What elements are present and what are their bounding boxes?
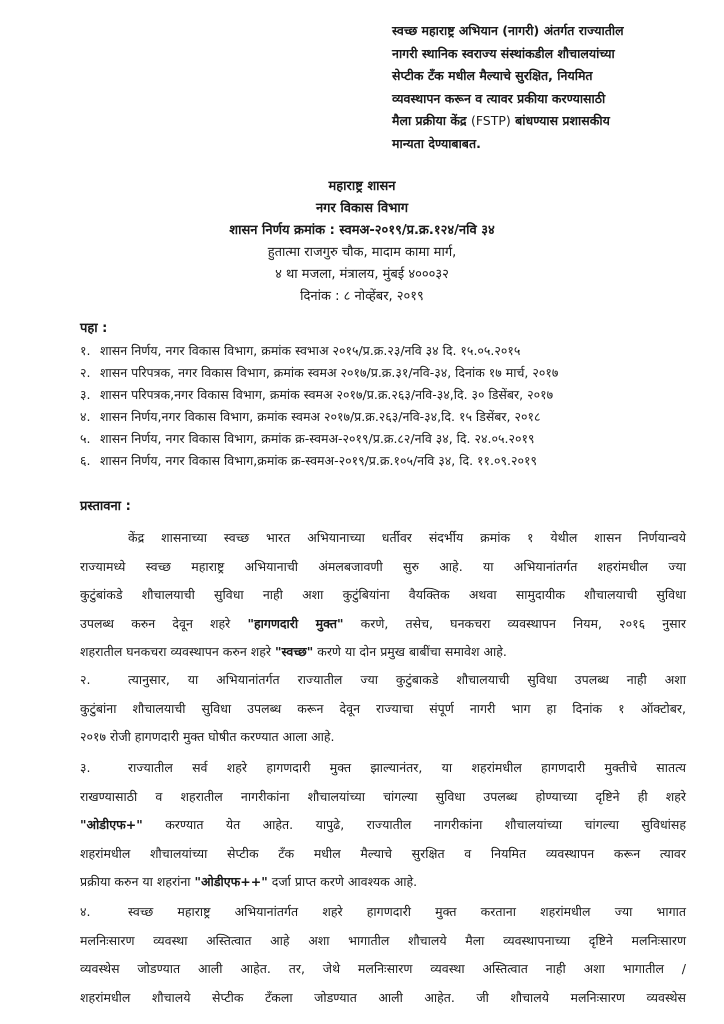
address-line: हुतात्मा राजगुरु चौक, मादाम कामा मार्ग, [267,245,457,260]
emphasis-text: "स्वच्छ" [275,644,314,659]
subject-line: मान्यता देण्याबाबत. [392,135,481,151]
paragraph-line: शहरांमधील शौचालयांच्या सेप्टीक टँक मधील मैल्याचे सुरक्षित व नियमित व्यवस्थापन करून त्यावर [80,845,686,861]
paragraph-line [80,666,686,695]
paragraph-line [80,638,686,667]
reference-item [80,450,700,472]
paragraph-3 [80,754,686,897]
reference-item [80,428,700,450]
paragraph-line: कुटुंबांकडे शौचालयाची सुविधा नाही अशा कुटुंबियांना वैयक्तिक अथवा सामुदायीक शौचालयाची सुविधा [80,587,686,602]
reference-text: शासन निर्णय, नगर विकास विभाग, क्रमांक स्वभाअ २०१५/प्र.क्र.२३/नवि ३४ दि. १५.०५.२०१५ [100,343,521,358]
subject-text: मैला प्रक्रीया केंद्र [392,113,467,128]
paragraph-number: ४. [80,904,91,919]
reference-text: शासन निर्णय, नगर विकास विभाग,क्रमांक क्र-स्वमअ-२०१९/प्र.क्र.१०५/नवि ३४, दि. ११.०९.२०१९ [100,453,537,468]
paragraph-line: मलनिःसारण व्यवस्था अस्तित्वात आहे अशा भागातील शौचालये मैला व्यवस्थापनाच्या दृष्टिने मलनिःसारण [80,932,686,948]
paragraph-line: व्यवस्थेस जोडण्यात आली आहेत. तर, जेथे मलनिःसारण व्यवस्था अस्तित्वात नाही अशा भागातील / [80,961,686,976]
reference-number: २. [80,365,91,380]
subject-line: सेप्टीक टँक मधील मैल्याचे सुरक्षित, नियमित [392,68,593,83]
reference-item [80,362,700,384]
paragraph-line [80,610,686,639]
paragraph-line [80,524,686,553]
emphasis-text: "ओडीएफ+" [80,817,143,832]
government-name: महाराष्ट्र शासन [328,179,396,194]
emphasis-text: "हागणदारी मुक्त" [247,615,344,631]
reference-number: ६. [80,453,91,468]
subject-block [392,20,702,155]
reference-text: शासन परिपत्रक, नगर विकास विभाग, क्रमांक स्वमअ २०१७/प्र.क्र.३१/नवि-३४, दिनांक १७ मार्च, २०१७ [100,365,559,380]
reference-item [80,406,700,428]
reference-number: ३. [80,387,91,402]
paragraph-text: करणे या दोन प्रमुख बाबींचा समावेश आहे. [317,644,507,659]
paragraph-text: दर्जा प्राप्त करणे आवश्यक आहे. [271,874,418,889]
paragraph-text: करणे, तसेच, घनकचरा व्यवस्थापन नियम, २०१६ नुसार [360,615,686,631]
reference-text: शासन निर्णय,नगर विकास विभाग, क्रमांक स्वमअ २०१७/प्र.क्र.२६३/नवि-३४,दि. १५ डिसेंबर, २०१८ [100,409,541,424]
paragraph-line: २०१७ रोजी हागणदारी मुक्त घोषीत करण्यात आला आहे. [80,729,335,744]
paragraph-line: राज्यामध्ये स्वच्छ महाराष्ट्र अभियानाची अंमलबजावणी सुरु आहे. या अभियानांतर्गत शहरांमधील ज्या [80,558,686,574]
references-list [80,340,700,472]
subject-line [392,110,702,133]
emphasis-text: "ओडीएफ++" [194,874,268,889]
paragraph-line: शहरांमधील शौचालये सेप्टीक टँकला जोडण्यात आली आहेत. जी शौचालये मलनिःसारण व्यवस्थेस [80,989,686,1005]
references-heading: पहा : [80,321,108,336]
paragraph-1 [80,524,686,667]
paragraph-text: प्रक्रीया करुन या शहरांना [80,874,191,889]
reference-item [80,384,700,406]
document-header [0,176,724,308]
paragraph-text: केंद्र शासनाच्या स्वच्छ भारत अभियानाच्या धर्तीवर संदर्भीय क्रमांक १ येथील शासन निर्णयान्वये [128,530,686,545]
paragraph-text: करण्यात येत आहेत. यापुढे, राज्यातील नागरीकांना शौचालयांच्या चांगल्या सुविधांसह [165,817,686,832]
paragraph-text: त्यानुसार, या अभियानांतर्गत राज्यातील ज्या कुटुंबाकडे शौचालयाची सुविधा उपलब्ध नाही अशा [128,672,686,687]
paragraph-text: राज्यातील सर्व शहरे हागणदारी मुक्त झाल्यानंतर, या शहरांमधील हागणदारी मुक्तीचे सातत्य [128,760,686,775]
preamble-heading: प्रस्तावना : [80,499,131,514]
paragraph-number: २. [80,672,91,687]
paragraph-line [80,868,686,897]
reference-text: शासन परिपत्रक,नगर विकास विभाग, क्रमांक स्वमअ २०१७/प्र.क्र.२६३/नवि-३४,दि. ३० डिसेंबर, २०१७ [100,387,554,402]
reference-number: ५. [80,431,91,446]
reference-number: १. [80,343,91,358]
paragraph-line [80,811,686,840]
paragraph-text: शहरातील घनकचरा व्यवस्थापन करुन शहरे [80,644,272,659]
fstp-abbrev: (FSTP) [470,113,511,128]
address-line: ४ था मजला, मंत्रालय, मुंबई ४०००३२ [275,267,449,282]
paragraph-2 [80,666,686,752]
department-name: नगर विकास विभाग [315,201,409,216]
paragraph-text: उपलब्ध करुन देवून शहरे [80,615,231,631]
paragraph-line: राखण्यासाठी व शहरातील नागरीकांना शौचालयांच्या चांगल्या सुविधा उपलब्ध होण्याच्या दृष्टिने ही शहरे [80,788,686,804]
subject-line: स्वच्छ महाराष्ट्र अभियान (नागरी) अंतर्गत राज्यातील [392,23,624,38]
paragraph-number: ३. [80,760,91,775]
subject-text: बांधण्यास प्रशासकीय [515,113,610,128]
decision-number: शासन निर्णय क्रमांक : स्वमअ-२०१९/प्र.क्र.१२४/नवि ३४ [229,223,495,238]
paragraph-4 [80,898,686,1012]
paragraph-line [80,754,686,783]
document-date: दिनांक : ८ नोव्हेंबर, २०१९ [300,289,424,304]
paragraph-line: कुटुंबांना शौचालयाची सुविधा उपलब्ध करून देवून राज्याचा संपूर्ण नागरी भाग हा दिनांक १ ऑक्टोबर, [80,700,686,716]
reference-item [80,340,700,362]
reference-number: ४. [80,409,91,424]
paragraph-line [80,898,686,927]
subject-line: नागरी स्थानिक स्वराज्य संस्थांकडील शौचालयांच्या [392,45,615,61]
reference-text: शासन निर्णय, नगर विकास विभाग, क्रमांक क्र-स्वमअ-२०१९/प्र.क्र.८२/नवि ३४, दि. २४.०५.२०१९ [100,431,535,446]
paragraph-text: स्वच्छ महाराष्ट्र अभियानांतर्गत शहरे हागणदारी मुक्त करताना शहरांमधील ज्या भागात [128,904,686,919]
subject-line: व्यवस्थापन करून व त्यावर प्रकीया करण्यासाठी [392,90,606,106]
